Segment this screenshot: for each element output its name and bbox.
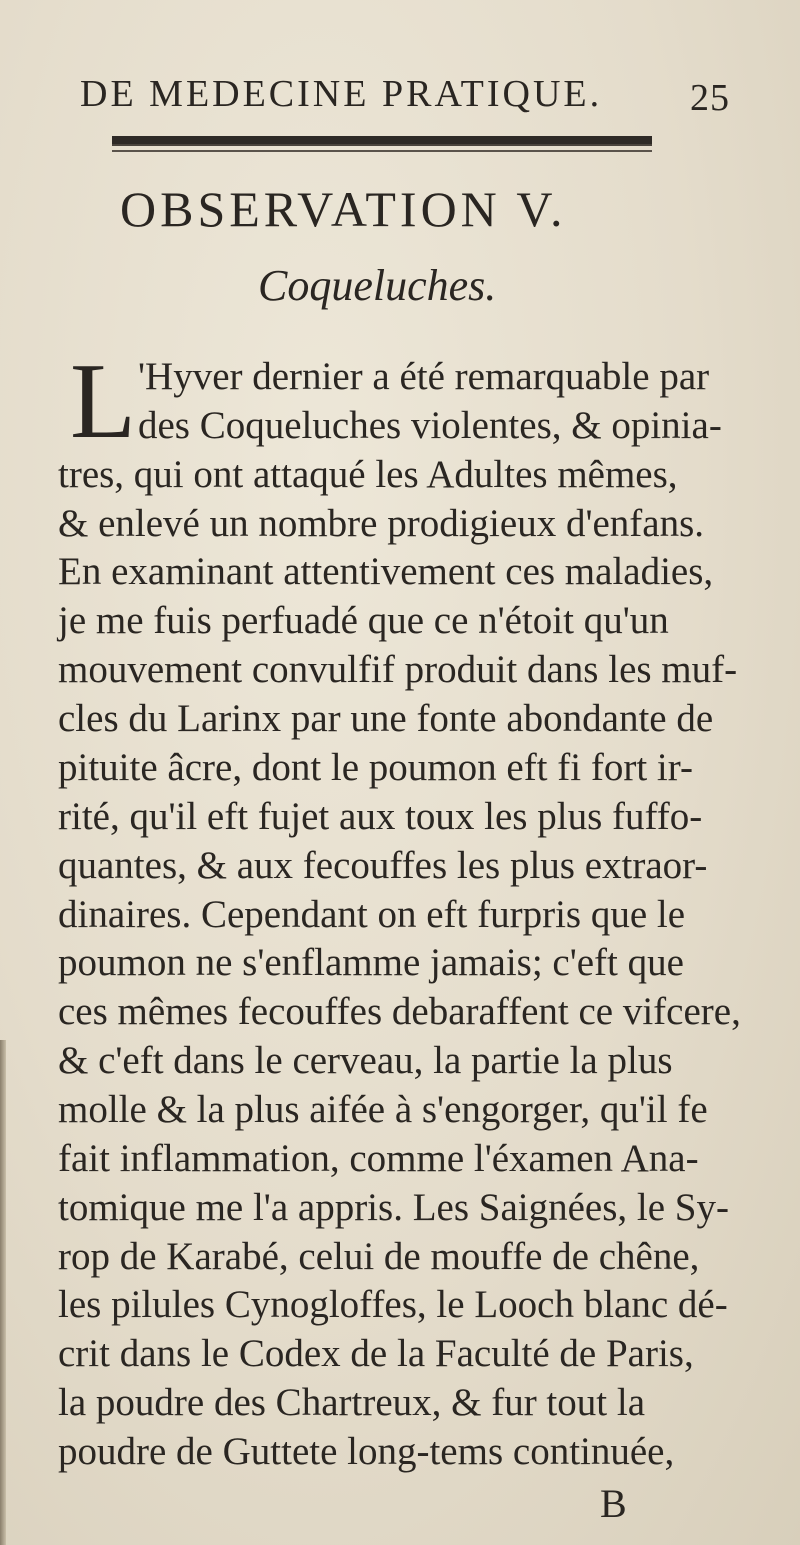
text-line: mouvement convulfif produit dans les muf- xyxy=(58,648,738,692)
observation-subtitle: Coqueluches. xyxy=(258,261,497,310)
text-line: tres, qui ont attaqué les Adultes mêmes, xyxy=(58,452,678,496)
text-line: fait inflammation, comme l'éxamen Ana- xyxy=(58,1136,699,1180)
text-line: cles du Larinx par une fonte abondante de xyxy=(58,697,714,741)
header-rule xyxy=(112,136,652,146)
text-line: 'Hyver dernier a été remarquable par xyxy=(138,355,710,398)
text-line: & enlevé un nombre prodigieux d'enfans. xyxy=(58,501,705,545)
observation-heading: OBSERVATION V. xyxy=(120,181,567,237)
header-rule-thin xyxy=(112,150,652,152)
text-line: quantes, & aux fecouffes les plus extraor- xyxy=(58,843,708,887)
text-line: tomique me l'a appris. Les Saignées, le Sy- xyxy=(58,1185,729,1229)
text-line: molle & la plus aifée à s'engorger, qu'il fe xyxy=(58,1087,708,1131)
text-line: poudre de Guttete long-tems continuée, xyxy=(58,1430,675,1473)
text-line: En examinant attentivement ces maladies, xyxy=(58,550,714,594)
text-line: dinaires. Cependant on eft furpris que le xyxy=(58,892,686,936)
text-line: & c'eft dans le cerveau, la partie la plus xyxy=(58,1039,673,1083)
text-line: des Coqueluches violentes, & opinia- xyxy=(138,403,722,447)
running-title: DE MEDECINE PRATIQUE. xyxy=(80,73,603,115)
running-head xyxy=(80,72,730,119)
page-edge-shadow xyxy=(0,1040,6,1545)
text-line: pituite âcre, dont le poumon eft fi fort ir- xyxy=(58,745,693,789)
text-line: rop de Karabé, celui de mouffe de chêne, xyxy=(58,1234,700,1278)
text-line: rité, qu'il eft fujet aux toux les plus fuffo- xyxy=(58,794,703,838)
text-line: la poudre des Chartreux, & fur tout la xyxy=(58,1381,645,1425)
page-number: 25 xyxy=(690,77,730,119)
text-line: ces mêmes fecouffes debaraffent ce vifcere, xyxy=(58,990,741,1034)
text-line: les pilules Cynogloffes, le Looch blanc dé- xyxy=(58,1283,728,1327)
text-line: je me fuis perfuadé que ce n'étoit qu'un xyxy=(58,599,669,643)
signature-mark: B xyxy=(600,1481,627,1526)
text-line: crit dans le Codex de la Faculté de Paris, xyxy=(58,1332,694,1376)
drop-capital: L xyxy=(70,342,136,461)
text-line: poumon ne s'enflamme jamais; c'eft que xyxy=(58,941,684,985)
